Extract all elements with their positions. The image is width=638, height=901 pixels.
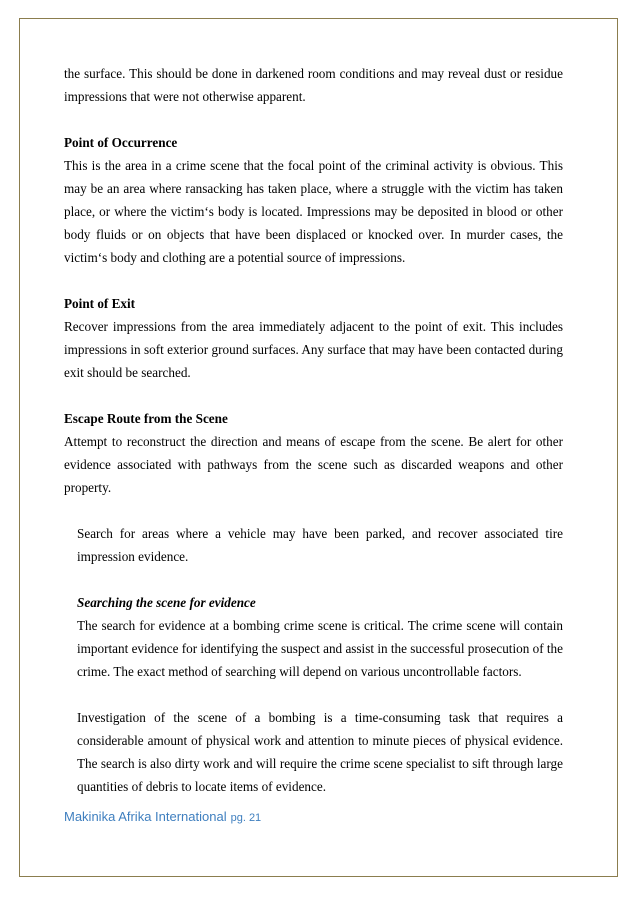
vehicle-paragraph-block [64,522,563,568]
section-point-of-occurrence [64,131,563,269]
footer-page-number: pg. 21 [230,812,262,824]
section-heading: Escape Route from the Scene [64,411,228,426]
document-body [64,62,563,798]
searching-paragraph-2: Investigation of the scene of a bombing is a time-consuming task that requires a considerable amount of physical work and attention to minute pieces of physical evidence. The search is also dirty work and will require the crime scene specialist to sift through large quantities of debris to locate items of evidence. [77,710,563,794]
section-body: Recover impressions from the area immediately adjacent to the point of exit. This includes impressions in soft exterior ground surfaces. Any surface that may have been contacted during exit should be searched. [64,319,563,380]
intro-paragraph: the surface. This should be done in darkened room conditions and may reveal dust or residue impressions that were not otherwise apparent. [64,66,563,104]
page-footer [64,809,261,824]
searching-section [64,591,563,798]
section-body: This is the area in a crime scene that the focal point of the criminal activity is obvious. This may be an area where ransacking has taken place, where a struggle with the victim has taken place, or where the victim‘s body is located. Impressions may be deposited in blood or other body fluids or on objects that have been displaced or knocked over. In murder cases, the victim‘s body and clothing are a potential source of impressions. [64,158,563,265]
section-escape-route [64,407,563,499]
searching-paragraph-1: The search for evidence at a bombing crime scene is critical. The crime scene will contain important evidence for identifying the suspect and assist in the successful prosecution of the crime. The exact method of searching will depend on various uncontrollable factors. [77,618,563,679]
searching-heading: Searching the scene for evidence [77,595,256,610]
vehicle-paragraph: Search for areas where a vehicle may have been parked, and recover associated tire impression evidence. [77,526,563,564]
section-heading: Point of Occurrence [64,135,178,150]
section-point-of-exit [64,292,563,384]
footer-organization: Makinika Afrika International [64,809,227,824]
section-heading: Point of Exit [64,296,136,311]
section-body: Attempt to reconstruct the direction and means of escape from the scene. Be alert for other evidence associated with pathways from the scene such as discarded weapons and other property. [64,434,563,495]
